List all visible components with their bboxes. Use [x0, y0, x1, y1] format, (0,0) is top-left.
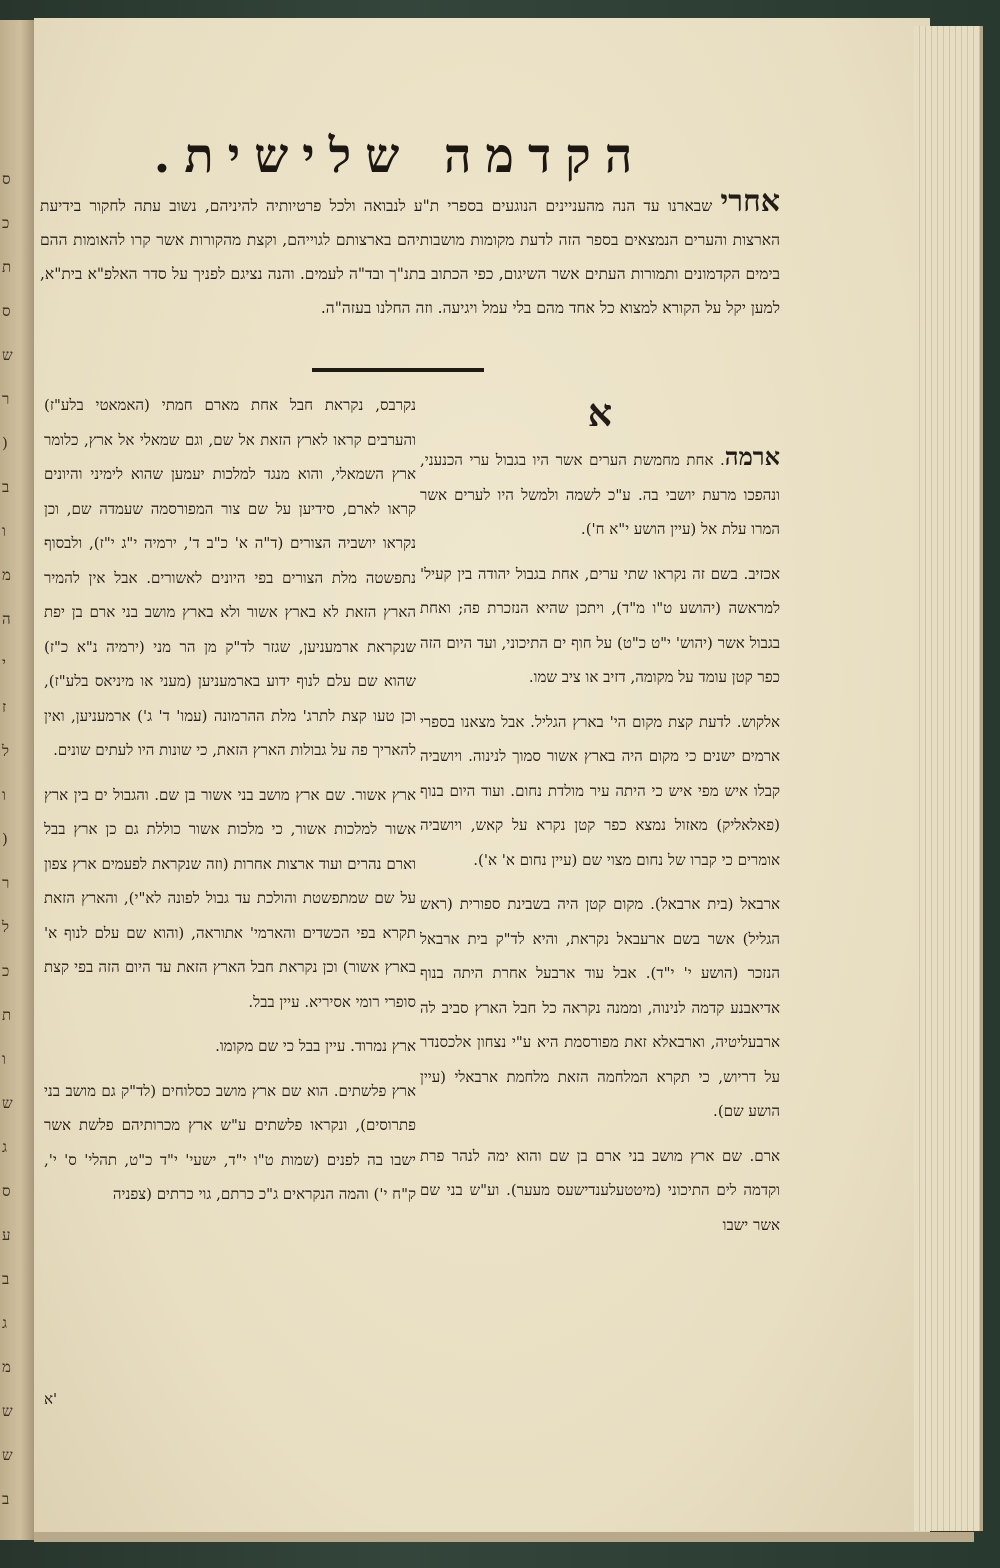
- entry-heading: ארבאל: [740, 895, 780, 913]
- entry-text: . עיין בבל כי שם מקומו.: [215, 1037, 355, 1055]
- entry-text: . שם ארץ מושב בני ארם בן שם והוא ימה לנהר פרת וקדמה לים התיכוני (מיטטעלענדישעס מעער). וע"ש בני שם אשר ישבו: [420, 1146, 780, 1234]
- section-divider: [312, 368, 484, 372]
- previous-page-fragment: ש: [2, 1094, 13, 1112]
- entry-text: . אחת מחמשת הערים אשר היו בגבול ערי הכנעני, ונהפכו מרעת יושבי בה. ע"כ לשמה ולמשל היו לערים אשר המרו עלת אל (עיין הושע י"א ח').: [420, 451, 780, 538]
- page-stack-edges: [914, 26, 983, 1531]
- previous-page-fragment: ר: [2, 874, 10, 892]
- previous-page-fragment: ס: [2, 170, 11, 188]
- previous-page-fragment: ש: [2, 1402, 13, 1420]
- previous-page-fragment: כ: [2, 962, 10, 980]
- previous-page-edge: [0, 20, 34, 1540]
- previous-page-fragment: ג: [2, 1314, 7, 1332]
- page-bottom-edge: [34, 1532, 974, 1542]
- previous-page-fragment: ו: [2, 786, 6, 804]
- entry-text: . שם ארץ מושב בני אשור בן שם. והגבול ים בין ארץ אשור למלכות אשור, כי מלכות אשור כוללת גם כן ארץ בבל וארם נהרים ועוד ארצות אחרות (וזה שנקראת לפעמים ארץ צפון על שם שמתפשטת והולכת עד גבול לפונה לא"י), והארץ הזאת תקרא בפי הכשדים והארמי' אתוראה, (והוא שם עלם לנוף א' בארץ אשור) וכן נקראת חבל הארץ הזאת עד היום הזה בפי קצת סופרי רומי אסיריא. עיין בבל.: [44, 785, 416, 1011]
- dictionary-entry: [420, 440, 780, 547]
- entry-heading: ארץ אשור: [355, 785, 417, 804]
- entry-heading: ארץ פלשתים: [338, 1081, 416, 1100]
- intro-text: שבארנו עד הנה מהעניינים הנוגעים בספרי ת"ע לנבואה ולכל פרטיותיה להיניהם, נשוב עתה לחקור בידיעת הארצות והערים הנמצאים בספר הזה לדעת מקומות מושבותיהם בארצותם לגוייהם, וקצת מהקורות אשר קרו להאומות ההם בימים הקדמונים ותמורות העתים אשר השיגום, כפי הכתוב בתנ"ך ובד"ה לעמים. והנה נציגם לפניך על סדר האלפ"א בית"א, למען יקל על הקורא למצוא כל אחד מהם בלי עמל ויגיעה. וזה החלנו בעזה"ה.: [40, 197, 780, 317]
- left-column: [44, 388, 416, 1222]
- entry-heading: ארמה: [724, 442, 780, 471]
- dictionary-entry: [420, 705, 780, 878]
- previous-page-fragment: ע: [2, 1226, 11, 1244]
- entry-heading: אלקוש: [741, 712, 780, 731]
- previous-page-fragment: מ: [2, 566, 11, 584]
- entry-text: . לדעת קצת מקום הי' בארץ הגליל. אבל מצאנו בספרי ארמים ישנים כי מקום היה בארץ אשור סמוך לנינוה. ויושביה קבלו איש מפי איש כי היתה עיר מולדת נחום. ועוד היום בנוף (פאלאליק) מאזול נמצא כפר קטן נקרא על קאש, ויושביה אומרים כי קברו של נחום מצוי שם (עיין נחום א' א').: [420, 712, 780, 869]
- previous-page-fragment: ס: [2, 1182, 11, 1200]
- previous-page-fragment: ת: [2, 1006, 12, 1024]
- previous-page-fragment: מ: [2, 1358, 11, 1376]
- entry-heading: אכזיב: [748, 564, 780, 583]
- previous-page-fragment: ל: [2, 918, 10, 936]
- previous-page-fragment: ר: [2, 390, 10, 408]
- entry-text: נקרבס, נקראת חבל אחת מארם חמתי (האמאטי בלע"ז) והערבים קראו לארץ הזאת אל שם, וגם שמאלי אל ארץ, כלומר ארץ השמאלי, והוא מנגד למלכות יעמען שהוא לימיני והיונים קראו לארם, סידיען על שם צור המפורסמה שעמדה שם, וכן נקראו יושביה הצורים (ד"ה א' כ"ב ד', ירמיה י"ג י"ז), ולבסוף נתפשטה מלת הצורים בפי היונים לאשורים. אבל אין להמיר הארץ הזאת לא בארץ אשור ולא בארץ מושב בני ארם בן יפת שנקראת ארמעניען, שגזר לד"ק מן הר מני (ירמיה נ"א כ"ז) שהוא שם עלם לנוף ידוע בארמעניען (מעני או מיניאס בלע"ז), וכן טעו קצת לתרג' מלת ההרמונה (עמו' ד' ג') ארמעניען, ואין להאריך פה על גבולות הארץ הזאת, כי שונות היו לעתים שונים.: [44, 396, 416, 759]
- previous-page-fragment: (: [2, 830, 8, 848]
- previous-page-fragment: כ: [2, 214, 10, 232]
- previous-page-fragment: ש: [2, 346, 13, 364]
- previous-page-fragment: ב: [2, 1490, 10, 1508]
- right-column: [420, 388, 780, 1252]
- previous-page-fragment: ז: [2, 698, 7, 716]
- previous-page-fragment: י: [2, 654, 6, 672]
- entry-text: . הוא שם ארץ מושב כסלוחים (לד"ק גם מושב בני פתרוסים), ונקראו פלשתים ע"ש ארץ מכרותיהם פלשת אשר ישבו בה לפנים (שמות ט"ו י"ד, ישעי' י"ד כ"ט, תהלי' ס' י', ק"ח י') והמה הנקראים ג"כ כרתם, גוי כרתים (צפניה: [44, 1081, 416, 1203]
- dictionary-entry: [44, 388, 416, 768]
- previous-page-fragment: ג: [2, 1138, 7, 1156]
- dictionary-entry: [420, 887, 780, 1129]
- dictionary-entry: [420, 557, 780, 695]
- dictionary-entry: [44, 1074, 416, 1212]
- previous-page-fragment: ו: [2, 1050, 6, 1068]
- previous-page-fragment: ת: [2, 258, 12, 276]
- entry-heading: ארם: [754, 1146, 780, 1165]
- dictionary-entry: [44, 778, 416, 1020]
- section-letter: א: [587, 390, 613, 435]
- previous-page-fragment: ס: [2, 302, 11, 320]
- previous-page-fragment: ב: [2, 1270, 10, 1288]
- page-title: הקדמה שלישית.: [153, 128, 647, 184]
- previous-page-fragment: ש: [2, 1446, 13, 1464]
- entry-heading: ארץ נמרוד: [354, 1037, 416, 1055]
- dictionary-entry: [44, 1029, 416, 1064]
- previous-page-fragment: (: [2, 434, 8, 452]
- dictionary-entry: [420, 1139, 780, 1243]
- intro-lead-word: אחרי: [720, 184, 780, 219]
- previous-page-fragment: ו: [2, 522, 6, 540]
- catchword: א': [44, 1390, 58, 1408]
- entry-text: (בית ארבאל). מקום קטן היה בשבינת ספורית (ראש הגליל) אשר בשם ארעבאל נקראת, והיא לד"ק בית ארבאל הנזכר (הושע י' י"ד). אבל עוד ארבעל אחרת היתה בנוף אדיאבנע קדמה לנינוה, וממנה נקראה כל חבל הארץ סביב לה ארבעליטיה, וארבאלא זאת מפורסמת היא ע"י נצחון אלכסנדר על דריוש, כי תקרא המלחמה הזאת מלחמת ארבאלי (עיין הושע שם).: [420, 895, 780, 1120]
- previous-page-fragment: ב: [2, 478, 10, 496]
- intro-paragraph: [40, 185, 780, 325]
- previous-page-fragment: ה: [2, 610, 11, 628]
- entry-text: . בשם זה נקראו שתי ערים, אחת בגבול יהודה בין קעיל' למראשה (יהושע ט"ו מ"ד), ויתכן שהיא הנזכרת פה; ואחת בגבול אשר (יהוש' י"ט כ"ט) על חוף ים התיכוני, ועד היום הזה כפר קטן עומד על מקומה, דזיב או ציב שמו.: [420, 564, 780, 686]
- previous-page-fragment: ל: [2, 742, 10, 760]
